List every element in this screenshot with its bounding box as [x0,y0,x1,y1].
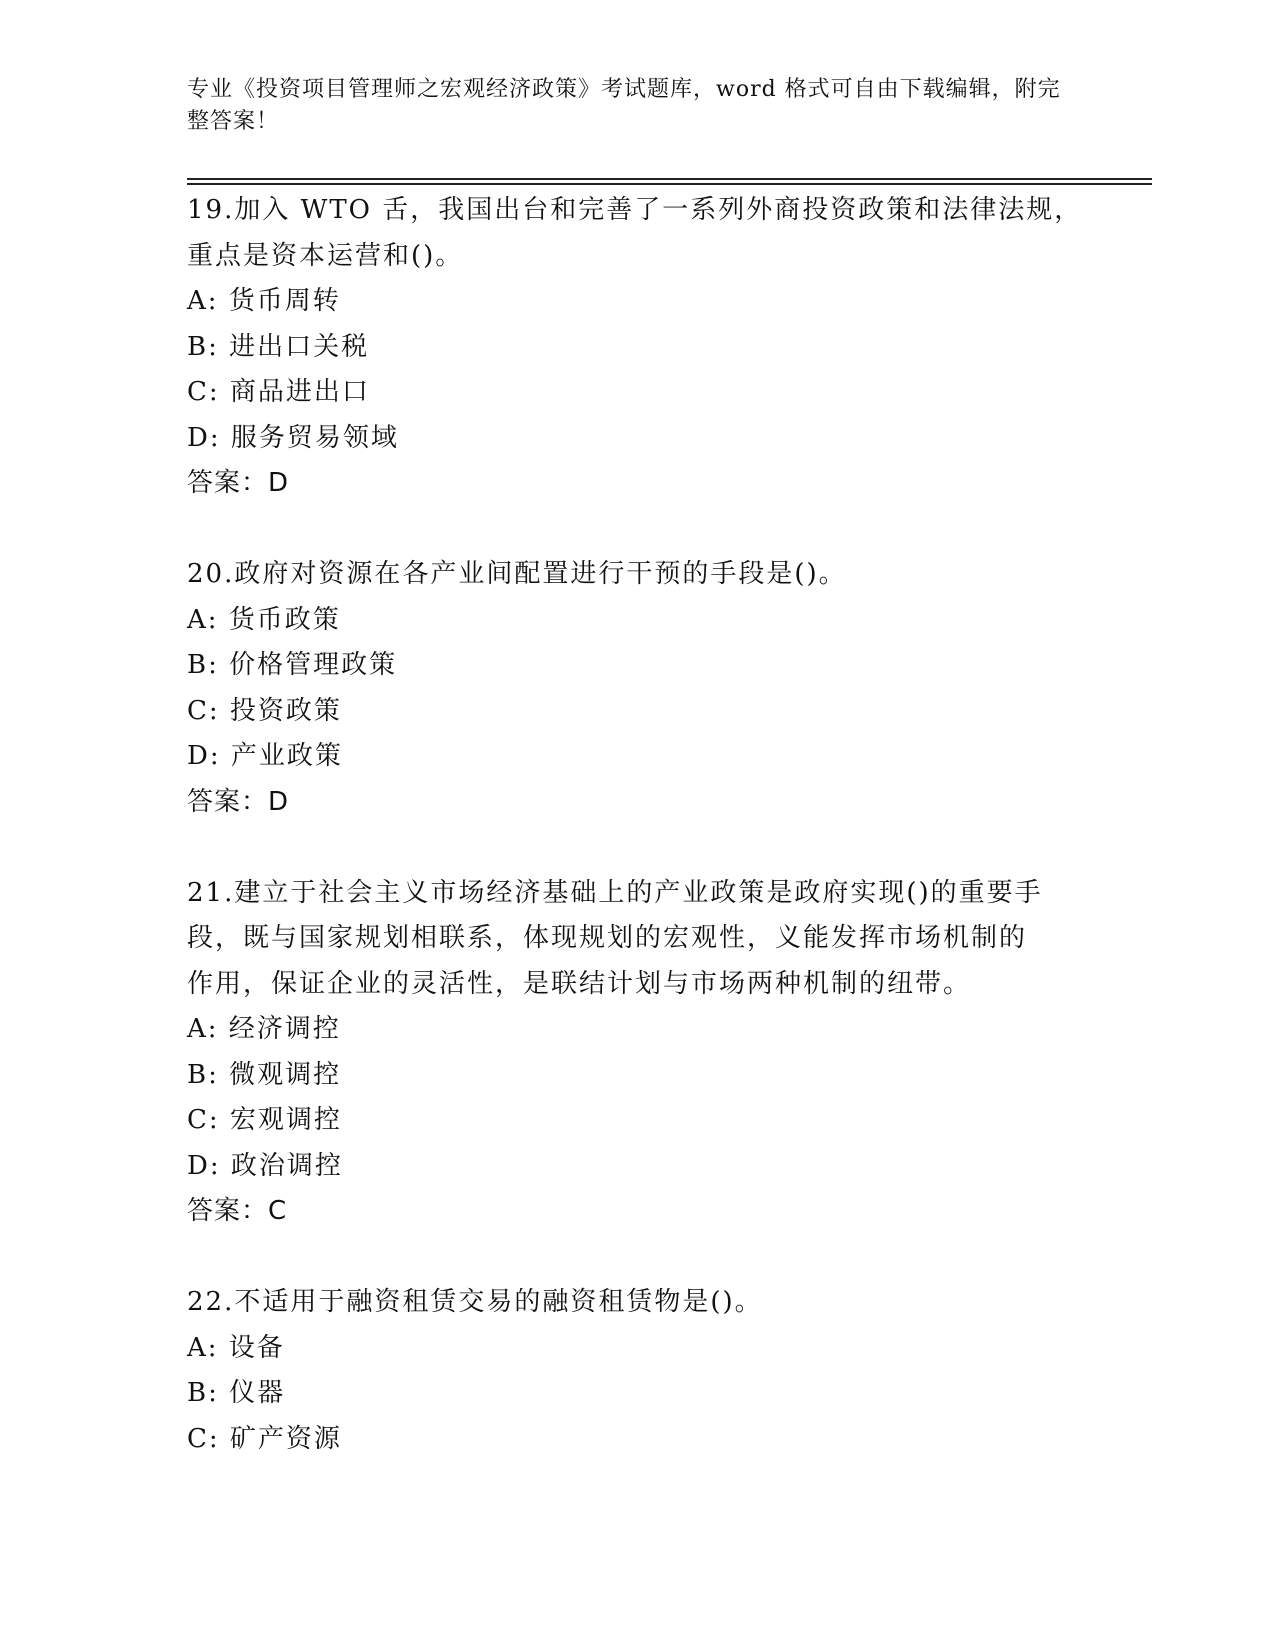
question-stem-line: 19.加入 WTO 舌，我国出台和完善了一系列外商投资政策和法律法规， [187,195,1083,225]
answer-line: 答案：D [187,786,290,817]
question-20 [187,552,1087,825]
header-divider-bottom [187,183,1152,185]
option-c: C: 商品进出口 [187,377,370,407]
header-text: 专业《投资项目管理师之宏观经济政策》考试题库，word 格式可自由下载编辑，附完整答案！ [187,77,1061,134]
question-19 [187,188,1087,507]
question-21 [187,871,1087,1235]
option-a: A: 货币周转 [187,286,341,316]
option-b: B: 进出口关税 [187,331,370,362]
question-stem-line: 21.建立于社会主义市场经济基础上的产业政策是政府实现()的重要手 [187,877,1043,908]
answer-line: 答案：C [187,1196,288,1226]
option-a: A: 经济调控 [187,1014,341,1044]
option-b: B: 仪器 [187,1378,286,1408]
document-header [187,74,1067,138]
question-stem-line: 段，既与国家规划相联系，体现规划的宏观性，义能发挥市场机制的 [187,923,1028,953]
question-22 [187,1280,1087,1462]
option-b: B: 价格管理政策 [187,650,398,680]
question-stem-line: 作用，保证企业的灵活性，是联结计划与市场两种机制的纽带。 [187,968,972,999]
question-stem-line: 22.不适用于融资租赁交易的融资租赁物是()。 [187,1287,763,1317]
option-d: D: 产业政策 [187,741,343,771]
option-d: D: 政治调控 [187,1150,343,1181]
question-spacer [187,1235,1087,1281]
header-divider-top [187,178,1152,180]
question-spacer [187,507,1087,553]
question-stem-line: 20.政府对资源在各产业间配置进行干预的手段是()。 [187,559,847,589]
option-a: A: 设备 [187,1332,285,1363]
option-c: C: 矿产资源 [187,1423,342,1454]
option-d: D: 服务贸易领域 [187,422,399,453]
question-list [187,188,1087,1462]
option-c: C: 投资政策 [187,695,342,726]
question-spacer [187,825,1087,871]
option-b: B: 微观调控 [187,1059,342,1090]
question-stem-line: 重点是资本运营和()。 [187,240,464,271]
answer-line: 答案：D [187,468,290,498]
option-c: C: 宏观调控 [187,1105,342,1135]
option-a: A: 货币政策 [187,604,341,635]
